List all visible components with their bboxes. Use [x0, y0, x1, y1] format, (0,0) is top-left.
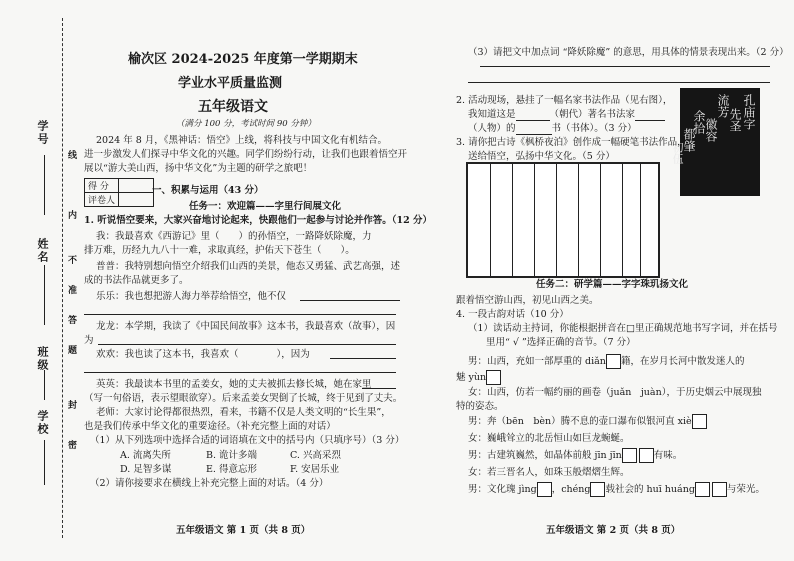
- seal-char: 封: [66, 400, 76, 411]
- dialogue-line: [468, 482, 765, 497]
- option-a: A. 流离失所: [120, 450, 171, 461]
- question-3-sub: （3）请把文中加点词 “降妖除魔” 的意思，用具体的情景表现出来。（2 分）: [468, 47, 789, 58]
- intro-line: 展以“游大美山西，扬中华文化”为主题的研学之旅吧！: [84, 163, 313, 174]
- answer-blank[interactable]: [98, 344, 396, 345]
- question-1: 1. 听说悟空要来，大家兴奋地讨论起来，快跟他们一起参与讨论并作答。（12 分）: [84, 215, 433, 226]
- follow-text: 跟着悟空游山西，初见山西之美。: [456, 295, 599, 306]
- calligraphy-column: 初伍: [671, 142, 684, 164]
- grid-line: [490, 164, 491, 276]
- answer-blank[interactable]: [516, 110, 550, 121]
- task2-heading: 任务二：研学篇——字字珠玑扬文化: [536, 279, 689, 290]
- dialogue-line: 英英：我最读本书里的孟姜女，她的丈夫被抓去修长城，她在家里: [96, 379, 372, 390]
- dialogue-line: 女：巍峨耸立的北岳恒山如巨龙蜿蜒。: [468, 433, 630, 444]
- score-cell[interactable]: [119, 179, 154, 193]
- option-f: F. 安居乐业: [290, 464, 340, 475]
- dialogue-text: 有味。: [653, 450, 683, 461]
- answer-blank[interactable]: [84, 372, 396, 373]
- student-id-label: 学号: [36, 120, 49, 146]
- writing-grid[interactable]: [466, 162, 660, 278]
- option-c: C. 兴高采烈: [290, 450, 341, 461]
- char-box[interactable]: [639, 448, 654, 463]
- answer-blank[interactable]: [516, 124, 552, 135]
- dialogue-text: 男：文化瑰 jìng: [468, 484, 537, 495]
- question-4-1: （1）读话动主持词，你能根据拼音在□里正确规范地书写字词，并在括号: [468, 323, 778, 334]
- dialogue-line: 成的书法作品就更多了。: [84, 275, 189, 286]
- question-2: 2. 活动现场，悬挂了一幅名家书法作品（见右图），: [456, 95, 673, 106]
- answer-blank[interactable]: [84, 314, 396, 315]
- dialogue-line: 普普：我特别想向悟空介绍我们山西的美景，他态又勇猛、武艺高强，述: [96, 261, 401, 272]
- question-4: 4. 一段古韵对话（10 分）: [456, 309, 569, 320]
- calligraphy-column: 流芳: [716, 94, 730, 118]
- dialogue-line: 女：若三晋名人，如珠玉般熠熠生辉。: [468, 467, 630, 478]
- seal-char: 准: [66, 285, 76, 296]
- dialogue-text: 载社会的 huī huáng: [605, 484, 695, 495]
- answer-blank[interactable]: [635, 110, 665, 121]
- question-2-text: （朝代）著名书法家: [549, 109, 636, 120]
- calligraphy-column: 都肇: [682, 128, 696, 152]
- binding-line: [62, 18, 63, 538]
- calligraphy-column: 徽容: [704, 118, 718, 142]
- dialogue-line: 龙龙：本学期，我读了《中国民间故事》这本书，我最喜欢（故事），因: [96, 321, 396, 332]
- page-footer-left: 五年级语文 第 1 页（共 8 页）: [176, 525, 311, 536]
- task1-heading: 任务一：欢迎篇——字里行间展文化: [188, 201, 341, 212]
- char-box[interactable]: [692, 414, 707, 429]
- char-box[interactable]: [537, 482, 552, 497]
- char-box[interactable]: [695, 482, 710, 497]
- answer-blank[interactable]: [330, 358, 396, 359]
- calligraphy-column: 先圣: [728, 108, 742, 132]
- seal-char: 不: [66, 255, 76, 266]
- dialogue-text: 男：山西，充如一部厚重的 diǎn: [468, 356, 606, 367]
- char-box[interactable]: [622, 448, 637, 463]
- dialogue-line: 欢欢：我也读了这本书，我喜欢（ ），因为: [96, 349, 310, 360]
- exam-title-line1: 榆次区 2024-2025 年度第一学期期末: [128, 52, 358, 67]
- id-blank[interactable]: [44, 155, 45, 215]
- school-label: 学校: [36, 410, 49, 436]
- calligraphy-column: 余拾: [692, 110, 706, 134]
- seal-char: 答: [66, 315, 76, 326]
- dialogue-text: 男：奔（bēn bèn）腾不息的壶口瀑布似银河直 xiè: [468, 416, 692, 427]
- dialogue-text: 与荣光。: [726, 484, 765, 495]
- seal-char: 线: [66, 150, 76, 161]
- char-box[interactable]: [590, 482, 605, 497]
- section1-heading: 一、积累与运用（43 分）: [152, 185, 264, 196]
- dialogue-text: ，chéng: [551, 484, 591, 495]
- question-2-text: 书（书体）。（3 分）: [551, 123, 637, 134]
- grid-line: [556, 164, 557, 276]
- grader-label: 评卷人: [85, 193, 119, 207]
- question-3: 3. 请你把古诗《枫桥夜泊》创作成一幅硬笔书法作品，: [456, 137, 687, 148]
- char-box[interactable]: [486, 370, 501, 385]
- question-2-text: 我知道这是: [468, 109, 516, 120]
- grid-line: [578, 164, 579, 276]
- question-2-line: [468, 108, 665, 121]
- exam-meta: （满分 100 分，考试时间 90 分钟）: [176, 119, 316, 129]
- question-4-1-cont: 里用“ √ ”选择正确的音节。（7 分）: [486, 337, 636, 348]
- char-box[interactable]: [606, 354, 621, 369]
- dialogue-line: [468, 448, 682, 463]
- calligraphy-column: 孔庙字: [742, 94, 756, 130]
- question-2-line: [468, 122, 637, 135]
- seal-char: 内: [66, 210, 76, 221]
- answer-blank[interactable]: [362, 388, 396, 389]
- intro-line: 2024 年 8 月，《黑神话：悟空》上线，将科技与中国文化有机结合。: [96, 135, 388, 146]
- dialogue-line: 女：山西，仿若一幅约丽的画卷（juǎn juàn），于历史烟云中展现独: [468, 387, 762, 398]
- question-3-line: 送给悟空，弘扬中华文化。（5 分）: [468, 151, 615, 162]
- dialogue-line: 我：我最喜欢《西游记》里（ ）的孙悟空，一路降妖除魔，力: [96, 231, 372, 242]
- answer-blank[interactable]: [468, 82, 770, 83]
- class-blank[interactable]: [44, 370, 45, 400]
- grid-line: [600, 164, 601, 276]
- answer-blank[interactable]: [480, 66, 770, 67]
- exam-title-line3: 五年级语文: [198, 99, 268, 115]
- score-label: 得 分: [85, 179, 119, 193]
- calligraphy-artwork: [671, 88, 760, 196]
- dialogue-line: （写一句俗语，表示望眼欲穿）。后来孟姜女哭倒了长城，终于见到了丈夫。: [84, 393, 403, 404]
- grid-line: [622, 164, 623, 276]
- option-b: B. 诡计多端: [206, 450, 258, 461]
- dialogue-line: [468, 354, 744, 369]
- sub-question: （1）从下列选项中选择合适的词语填在文中的括号内（只填序号）（3 分）: [90, 435, 405, 446]
- exam-title-line2: 学业水平质量监测: [178, 76, 283, 91]
- class-label: 班级: [36, 346, 49, 372]
- grid-line: [534, 164, 535, 276]
- dialogue-line: 乐乐：我也想把游人海力举荐给悟空，他不仅: [96, 291, 287, 302]
- dialogue-line: 排万难，历经九九八十一难，求取真经，护佑天下苍生（ ）。: [84, 245, 355, 256]
- option-d: D. 足智多谋: [120, 464, 172, 475]
- dialogue-line: 为: [84, 335, 94, 346]
- school-blank[interactable]: [44, 440, 45, 485]
- question-2-text: （人物）的: [468, 123, 516, 134]
- dialogue-text: 魅 yùn: [456, 372, 487, 383]
- dialogue-text: 男：古建筑巍然，如晶体前般 jīn jīn: [468, 450, 622, 461]
- seal-char: 密: [66, 440, 76, 451]
- name-blank[interactable]: [44, 265, 45, 325]
- char-box[interactable]: [712, 482, 727, 497]
- page-footer-right: 五年级语文 第 2 页（共 8 页）: [546, 525, 681, 536]
- dialogue-line: 也是我们传承中华文化的重要途径。（补充完整上面的对话）: [84, 421, 336, 432]
- grid-line: [512, 164, 513, 276]
- dialogue-line: [456, 370, 501, 385]
- intro-line: 进一步激发人们探寻中华文化的兴趣。同学们纷纷行动，让我们也跟着悟空开: [84, 149, 408, 160]
- seal-char: 题: [66, 345, 76, 356]
- dialogue-line: [468, 414, 707, 429]
- grid-line: [640, 164, 641, 276]
- name-label: 姓名: [36, 238, 49, 264]
- dialogue-text: 籍，在岁月长河中散发迷人的: [620, 356, 745, 367]
- answer-blank[interactable]: [300, 300, 400, 301]
- dialogue-line: 特的姿态。: [456, 401, 504, 412]
- option-e: E. 得意忘形: [206, 464, 257, 475]
- sub-question: （2）请你接要求在横线上补充完整上面的对话。（4 分）: [90, 478, 329, 489]
- dialogue-line: 老师：大家讨论得都很热烈，看来，书籍不仅是人类文明的“长生果”，: [96, 407, 391, 418]
